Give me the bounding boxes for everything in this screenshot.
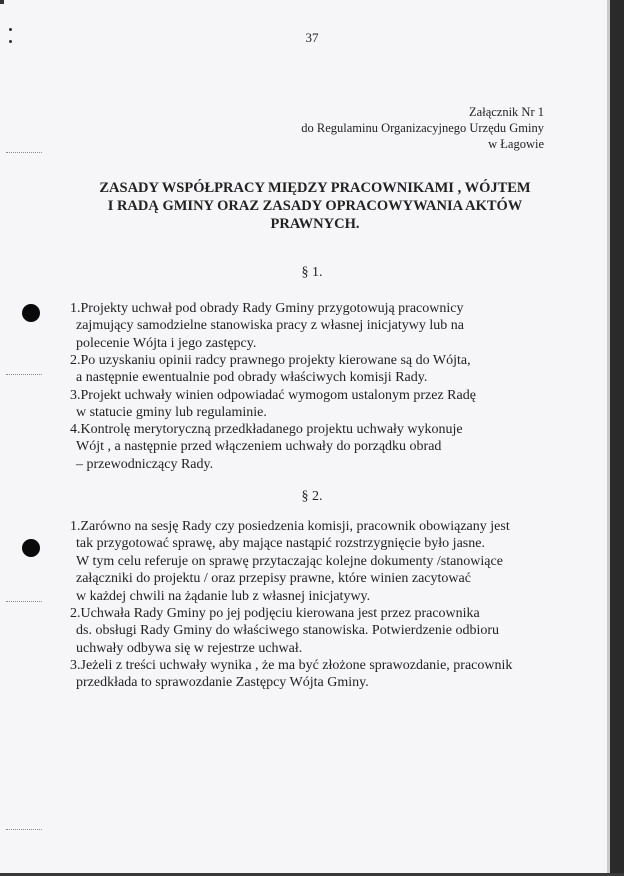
item-line: Wójt , a następnie przed włączeniem uchwały do porządku obrad: [76, 439, 442, 455]
scan-dotted-mark: [6, 829, 42, 830]
item-line: 3.Jeżeli z treści uchwały wynika , że ma być złożone sprawozdanie, pracownik: [70, 658, 513, 673]
section1-item: [60, 421, 550, 473]
item-line: ds. obsługi Rady Gminy do właściwego stanowiska. Potwierdzenie odbioru: [76, 623, 500, 639]
punch-hole: [22, 539, 40, 557]
item-line: 2.Po uzyskaniu opinii radcy prawnego projekty kierowane są do Wójta,: [70, 353, 471, 368]
item-line: załączniki do projektu / oraz przepisy prawne, które winien zacytować: [76, 571, 471, 587]
title-line: I RADĄ GMINY ORAZ ZASADY OPRACOWYWANIA AKTÓW: [107, 198, 523, 214]
item-line: polecenie Wójta i jego zastępcy.: [76, 335, 257, 351]
attachment-line: w Łagowie: [488, 137, 544, 151]
item-line: w każdej chwili na żądanie lub z własnej inicjatywy.: [76, 588, 371, 604]
item-line: a następnie ewentualnie pod obrady właściwych komisji Rady.: [76, 370, 428, 386]
title-line: PRAWNYCH.: [270, 216, 360, 232]
section2-item: [60, 657, 550, 692]
item-line: przedkłada to sprawozdanie Zastępcy Wójta Gminy.: [76, 675, 369, 691]
section2-item: [60, 518, 550, 605]
attachment-header: [301, 104, 544, 152]
document-title: [60, 179, 570, 233]
section-heading: § 1.: [301, 265, 323, 280]
scan-page-edge: [610, 0, 624, 876]
item-line: W tym celu referuje on sprawę przytaczając kolejne dokumenty /stanowiące: [76, 553, 503, 569]
section1-item: [60, 300, 550, 352]
scan-dotted-mark: [6, 374, 42, 375]
item-line: – przewodniczący Rady.: [76, 456, 214, 472]
attachment-line: do Regulaminu Organizacyjnego Urzędu Gminy: [301, 121, 544, 135]
item-line: 1.Zarówno na sesję Rady czy posiedzenia komisji, pracownik obowiązany jest: [70, 519, 510, 534]
section1-item: [60, 387, 550, 422]
scan-dotted-mark: [6, 152, 42, 153]
item-line: 1.Projekty uchwał pod obrady Rady Gminy przygotowują pracownicy: [70, 301, 464, 316]
item-line: zajmujący samodzielne stanowiska pracy z własnej inicjatywy lub na: [76, 318, 464, 334]
item-line: 3.Projekt uchwały winien odpowiadać wymogom ustalonym przez Radę: [70, 388, 476, 403]
section1-item: [60, 352, 550, 387]
punch-hole: [22, 304, 40, 322]
title-line: ZASADY WSPÓŁPRACY MIĘDZY PRACOWNIKAMI , WÓJTEM: [99, 180, 531, 196]
item-line: 4.Kontrolę merytoryczną przedkładanego projektu uchwały wykonuje: [70, 422, 463, 437]
scan-dotted-mark: [6, 601, 42, 602]
item-line: tak przygotować sprawę, aby mające nastąpić rozstrzygnięcie było jasne.: [76, 536, 485, 552]
section-heading: § 2.: [301, 489, 323, 504]
scan-corner-mark: [0, 0, 4, 4]
section2-item: [60, 605, 550, 657]
page-number: 37: [305, 30, 319, 45]
item-line: 2.Uchwała Rady Gminy po jej podjęciu kierowana jest przez pracownika: [70, 606, 480, 621]
item-line: uchwały odbywa się w rejestrze uchwał.: [76, 640, 303, 656]
item-line: w statucie gminy lub regulaminie.: [76, 405, 267, 421]
attachment-line: Załącznik Nr 1: [469, 105, 544, 119]
